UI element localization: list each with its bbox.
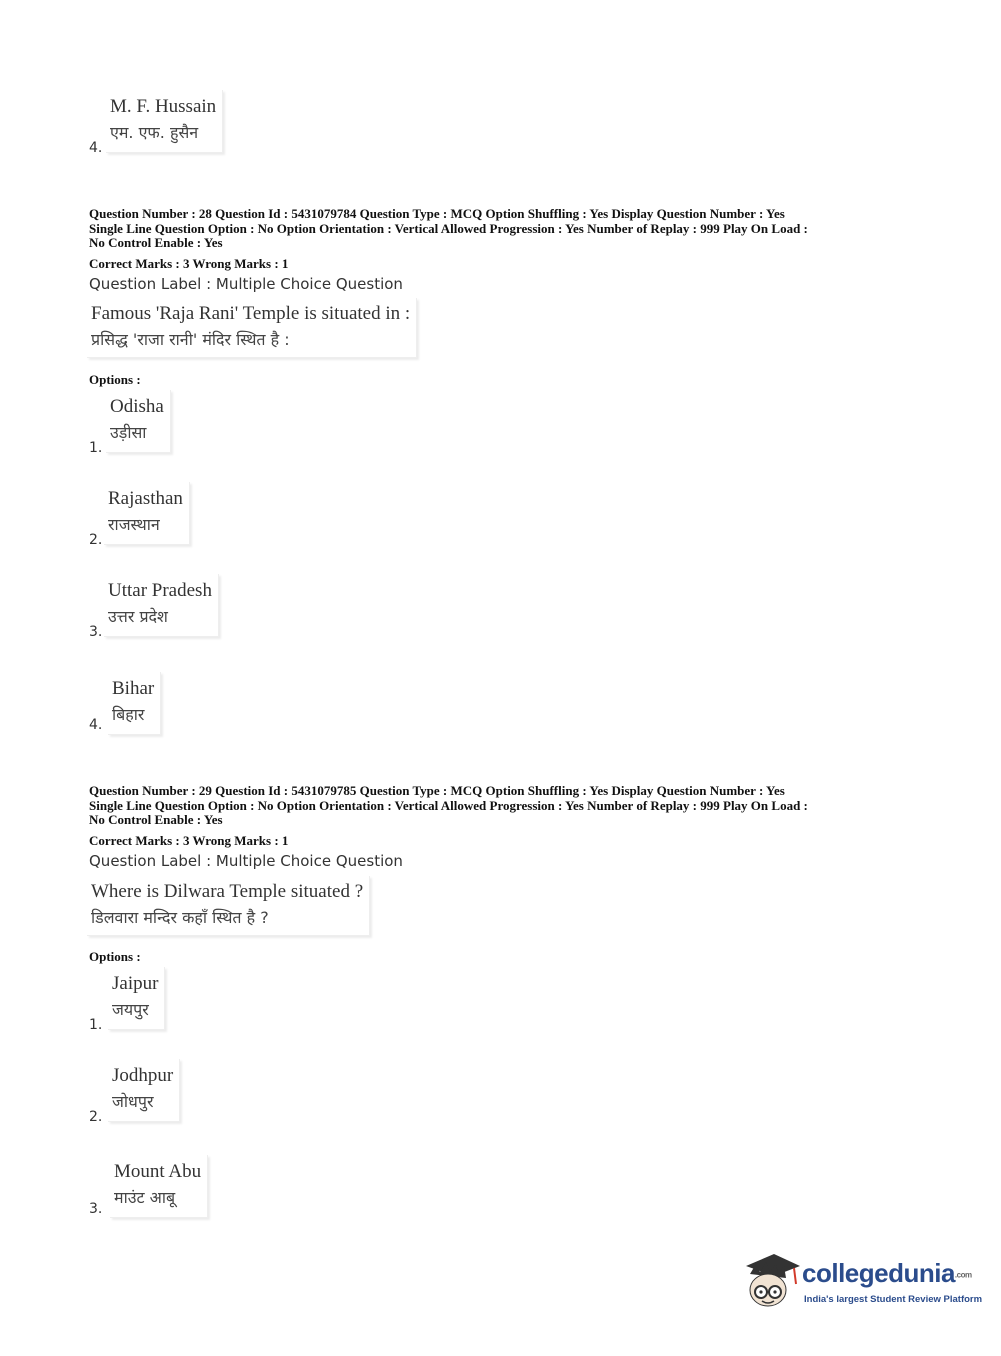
collegedunia-logo [742, 1250, 983, 1314]
option-number: 1. [89, 440, 103, 456]
option-card [110, 1155, 208, 1218]
question-label: Question Label : Multiple Choice Question [89, 852, 403, 870]
option-text-en: Jodhpur [112, 1065, 174, 1086]
question-meta [89, 207, 919, 251]
option-card [106, 90, 223, 153]
option-number: 2. [89, 532, 103, 548]
question-text-en: Where is Dilwara Temple situated ? [91, 881, 364, 902]
meta-line: Question Number : 29 Question Id : 5431079785 Question Type : MCQ Option Shuffling : Yes Display Question Number : Yes [89, 783, 785, 798]
option-text-hi: जयपुर [112, 1000, 149, 1019]
option-text-en: M. F. Hussain [110, 96, 217, 117]
option-text-en: Odisha [110, 396, 164, 417]
option-number: 3. [89, 1201, 103, 1217]
option-card [108, 967, 165, 1030]
mascot-icon [742, 1250, 802, 1314]
meta-line: No Control Enable : Yes [89, 812, 223, 827]
option-number: 4. [89, 140, 103, 156]
meta-line: Question Number : 28 Question Id : 5431079784 Question Type : MCQ Option Shuffling : Yes Display Question Number : Yes [89, 206, 785, 221]
option-card [104, 482, 190, 545]
option-text-hi: जोधपुर [112, 1092, 154, 1111]
option-text-hi: उड़ीसा [110, 423, 147, 442]
option-text-hi: उत्तर प्रदेश [108, 607, 168, 626]
option-text-hi: बिहार [112, 705, 145, 724]
option-number: 1. [89, 1017, 103, 1033]
question-text-hi: प्रसिद्ध 'राजा रानी' मंदिर स्थित है : [91, 330, 290, 349]
option-text-en: Jaipur [112, 973, 159, 994]
option-text-en: Rajasthan [108, 488, 183, 509]
option-number: 2. [89, 1109, 103, 1125]
question-text-en: Famous 'Raja Rani' Temple is situated in : [91, 303, 411, 324]
option-card [104, 574, 219, 637]
meta-line: Single Line Question Option : No Option Orientation : Vertical Allowed Progression : Yes Number of Replay : 999 Play On Load : [89, 797, 808, 813]
option-text-en: Uttar Pradesh [108, 580, 212, 601]
meta-line: No Control Enable : Yes [89, 235, 223, 250]
question-meta [89, 784, 919, 828]
option-text-hi: एम. एफ. हुसैन [110, 123, 199, 142]
option-text-hi: राजस्थान [108, 515, 160, 534]
logo-tagline: India's largest Student Review Platform [804, 1294, 983, 1305]
question-text-box [87, 298, 417, 358]
question-label: Question Label : Multiple Choice Question [89, 275, 403, 293]
marks-info: Correct Marks : 3 Wrong Marks : 1 [89, 833, 289, 848]
option-text-hi: माउंट आबू [114, 1188, 176, 1207]
option-text-en: Bihar [112, 678, 155, 699]
logo-suffix: .com [954, 1270, 972, 1280]
options-label: Options : [89, 372, 141, 387]
question-text-box [87, 876, 370, 936]
option-number: 4. [89, 717, 103, 733]
option-card [108, 672, 161, 735]
marks-info: Correct Marks : 3 Wrong Marks : 1 [89, 256, 289, 271]
question-text-hi: डिलवारा मन्दिर कहाँ स्थित है ? [91, 908, 269, 927]
option-card [106, 390, 171, 453]
options-label: Options : [89, 949, 141, 964]
option-text-en: Mount Abu [114, 1161, 202, 1182]
logo-name: collegedunia [802, 1258, 955, 1288]
option-number: 3. [89, 624, 103, 640]
option-card [108, 1059, 180, 1122]
meta-line: Single Line Question Option : No Option Orientation : Vertical Allowed Progression : Yes Number of Replay : 999 Play On Load : [89, 220, 808, 236]
logo-wordmark [802, 1258, 972, 1289]
